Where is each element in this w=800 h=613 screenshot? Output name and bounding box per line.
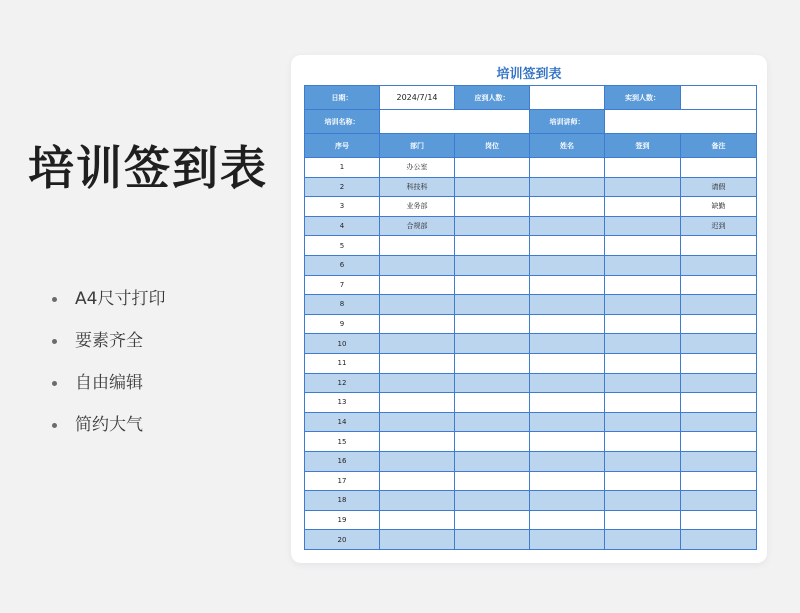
cell-position[interactable]	[455, 353, 530, 373]
feature-item	[52, 372, 165, 414]
cell-position[interactable]	[455, 373, 530, 393]
cell-remark[interactable]	[681, 393, 757, 413]
cell-department[interactable]	[380, 491, 455, 511]
info-row-training	[305, 110, 757, 134]
bullet-icon	[52, 423, 57, 428]
cell-department[interactable]	[380, 236, 455, 256]
col-header: 备注	[681, 134, 757, 158]
col-header: 部门	[380, 134, 455, 158]
cell-number: 10	[305, 334, 380, 354]
training-name-label: 培训名称：	[305, 110, 380, 134]
cell-name[interactable]	[530, 412, 605, 432]
cell-department[interactable]	[380, 412, 455, 432]
cell-signature[interactable]	[605, 177, 681, 197]
cell-number: 7	[305, 275, 380, 295]
cell-position[interactable]	[455, 236, 530, 256]
table-row	[305, 432, 757, 452]
cell-position[interactable]	[455, 334, 530, 354]
cell-signature[interactable]	[605, 373, 681, 393]
cell-remark[interactable]: 请假	[681, 177, 757, 197]
table-row	[305, 353, 757, 373]
cell-department[interactable]	[380, 255, 455, 275]
cell-signature[interactable]	[605, 353, 681, 373]
cell-remark[interactable]	[681, 353, 757, 373]
cell-signature[interactable]	[605, 510, 681, 530]
cell-position[interactable]	[455, 471, 530, 491]
cell-number: 20	[305, 530, 380, 550]
cell-department[interactable]	[380, 471, 455, 491]
cell-name[interactable]	[530, 471, 605, 491]
table-row	[305, 255, 757, 275]
cell-number: 3	[305, 197, 380, 217]
cell-number: 2	[305, 177, 380, 197]
feature-label: 要素齐全	[75, 331, 143, 351]
feature-list	[52, 288, 165, 456]
table-row	[305, 491, 757, 511]
cell-department[interactable]	[380, 353, 455, 373]
cell-signature[interactable]	[605, 197, 681, 217]
feature-label: 简约大气	[75, 415, 143, 435]
cell-remark[interactable]	[681, 491, 757, 511]
feature-label: A4尺寸打印	[75, 289, 166, 309]
cell-name[interactable]	[530, 197, 605, 217]
cell-remark[interactable]	[681, 255, 757, 275]
cell-number: 15	[305, 432, 380, 452]
cell-department[interactable]: 办公室	[380, 158, 455, 178]
cell-signature[interactable]	[605, 295, 681, 315]
cell-remark[interactable]	[681, 412, 757, 432]
cell-number: 18	[305, 491, 380, 511]
cell-position[interactable]	[455, 530, 530, 550]
cell-position[interactable]	[455, 412, 530, 432]
cell-position[interactable]	[455, 158, 530, 178]
table-row	[305, 158, 757, 178]
cell-name[interactable]	[530, 236, 605, 256]
col-header: 姓名	[530, 134, 605, 158]
cell-position[interactable]	[455, 432, 530, 452]
table-row	[305, 471, 757, 491]
cell-department[interactable]	[380, 314, 455, 334]
table-body	[305, 158, 757, 550]
cell-remark[interactable]	[681, 451, 757, 471]
trainer-value[interactable]	[605, 110, 757, 134]
cell-signature[interactable]	[605, 530, 681, 550]
cell-department[interactable]: 科技科	[380, 177, 455, 197]
cell-position[interactable]	[455, 491, 530, 511]
col-header: 序号	[305, 134, 380, 158]
cell-name[interactable]	[530, 432, 605, 452]
cell-remark[interactable]	[681, 471, 757, 491]
feature-label: 自由编辑	[75, 373, 143, 393]
cell-signature[interactable]	[605, 393, 681, 413]
sheet-preview	[291, 55, 767, 563]
cell-name[interactable]	[530, 373, 605, 393]
cell-name[interactable]	[530, 177, 605, 197]
cell-signature[interactable]	[605, 314, 681, 334]
bullet-icon	[52, 381, 57, 386]
cell-signature[interactable]	[605, 158, 681, 178]
cell-position[interactable]	[455, 197, 530, 217]
date-value[interactable]: 2024/7/14	[380, 86, 455, 110]
cell-number: 11	[305, 353, 380, 373]
cell-position[interactable]	[455, 275, 530, 295]
feature-item	[52, 288, 165, 330]
cell-department[interactable]	[380, 275, 455, 295]
cell-signature[interactable]	[605, 412, 681, 432]
cell-name[interactable]	[530, 295, 605, 315]
cell-number: 12	[305, 373, 380, 393]
table-row	[305, 334, 757, 354]
table-row	[305, 236, 757, 256]
cell-remark[interactable]	[681, 432, 757, 452]
info-row-date	[305, 86, 757, 110]
cell-name[interactable]	[530, 353, 605, 373]
cell-remark[interactable]	[681, 295, 757, 315]
actual-count-label: 实到人数：	[605, 86, 681, 110]
col-header: 签到	[605, 134, 681, 158]
cell-number: 9	[305, 314, 380, 334]
cell-department[interactable]	[380, 295, 455, 315]
cell-number: 6	[305, 255, 380, 275]
cell-remark[interactable]	[681, 236, 757, 256]
cell-position[interactable]	[455, 216, 530, 236]
cell-remark[interactable]: 缺勤	[681, 197, 757, 217]
bullet-icon	[52, 339, 57, 344]
table-row	[305, 510, 757, 530]
signin-table	[304, 85, 757, 550]
cell-name[interactable]	[530, 510, 605, 530]
cell-name[interactable]	[530, 314, 605, 334]
cell-signature[interactable]	[605, 334, 681, 354]
bullet-icon	[52, 297, 57, 302]
cell-name[interactable]	[530, 275, 605, 295]
cell-signature[interactable]	[605, 451, 681, 471]
cell-remark[interactable]	[681, 275, 757, 295]
cell-remark[interactable]	[681, 334, 757, 354]
promo-title: 培训签到表	[28, 141, 268, 195]
cell-department[interactable]	[380, 393, 455, 413]
expected-count-label: 应到人数：	[455, 86, 530, 110]
table-row	[305, 412, 757, 432]
cell-number: 5	[305, 236, 380, 256]
cell-name[interactable]	[530, 216, 605, 236]
date-label: 日期：	[305, 86, 380, 110]
cell-position[interactable]	[455, 177, 530, 197]
table-row	[305, 373, 757, 393]
expected-count-value[interactable]	[530, 86, 605, 110]
cell-remark[interactable]: 迟到	[681, 216, 757, 236]
table-row	[305, 530, 757, 550]
table-row	[305, 216, 757, 236]
cell-department[interactable]: 合规部	[380, 216, 455, 236]
cell-signature[interactable]	[605, 216, 681, 236]
table-header	[305, 134, 757, 158]
cell-department[interactable]	[380, 334, 455, 354]
cell-department[interactable]	[380, 432, 455, 452]
cell-signature[interactable]	[605, 471, 681, 491]
cell-number: 19	[305, 510, 380, 530]
table-row	[305, 177, 757, 197]
actual-count-value[interactable]	[681, 86, 757, 110]
cell-name[interactable]	[530, 530, 605, 550]
cell-position[interactable]	[455, 510, 530, 530]
cell-number: 17	[305, 471, 380, 491]
cell-name[interactable]	[530, 334, 605, 354]
cell-department[interactable]	[380, 510, 455, 530]
cell-position[interactable]	[455, 393, 530, 413]
trainer-label: 培训讲师：	[530, 110, 605, 134]
table-row	[305, 275, 757, 295]
table-row	[305, 314, 757, 334]
cell-name[interactable]	[530, 491, 605, 511]
table-row	[305, 295, 757, 315]
feature-item	[52, 330, 165, 372]
table-row	[305, 393, 757, 413]
cell-number: 16	[305, 451, 380, 471]
col-header: 岗位	[455, 134, 530, 158]
cell-department[interactable]	[380, 451, 455, 471]
cell-name[interactable]	[530, 451, 605, 471]
cell-number: 1	[305, 158, 380, 178]
cell-number: 13	[305, 393, 380, 413]
cell-signature[interactable]	[605, 255, 681, 275]
cell-name[interactable]	[530, 255, 605, 275]
cell-department[interactable]: 业务部	[380, 197, 455, 217]
cell-signature[interactable]	[605, 432, 681, 452]
cell-number: 8	[305, 295, 380, 315]
cell-remark[interactable]	[681, 530, 757, 550]
cell-number: 14	[305, 412, 380, 432]
feature-item	[52, 414, 165, 456]
cell-position[interactable]	[455, 255, 530, 275]
cell-position[interactable]	[455, 314, 530, 334]
cell-position[interactable]	[455, 451, 530, 471]
cell-signature[interactable]	[605, 236, 681, 256]
cell-number: 4	[305, 216, 380, 236]
cell-remark[interactable]	[681, 314, 757, 334]
table-row	[305, 197, 757, 217]
cell-remark[interactable]	[681, 373, 757, 393]
table-row	[305, 451, 757, 471]
cell-remark[interactable]	[681, 158, 757, 178]
cell-signature[interactable]	[605, 275, 681, 295]
cell-position[interactable]	[455, 295, 530, 315]
cell-signature[interactable]	[605, 491, 681, 511]
cell-department[interactable]	[380, 530, 455, 550]
training-name-value[interactable]	[380, 110, 530, 134]
cell-name[interactable]	[530, 393, 605, 413]
cell-department[interactable]	[380, 373, 455, 393]
cell-remark[interactable]	[681, 510, 757, 530]
sheet-title: 培训签到表	[496, 67, 562, 82]
cell-name[interactable]	[530, 158, 605, 178]
